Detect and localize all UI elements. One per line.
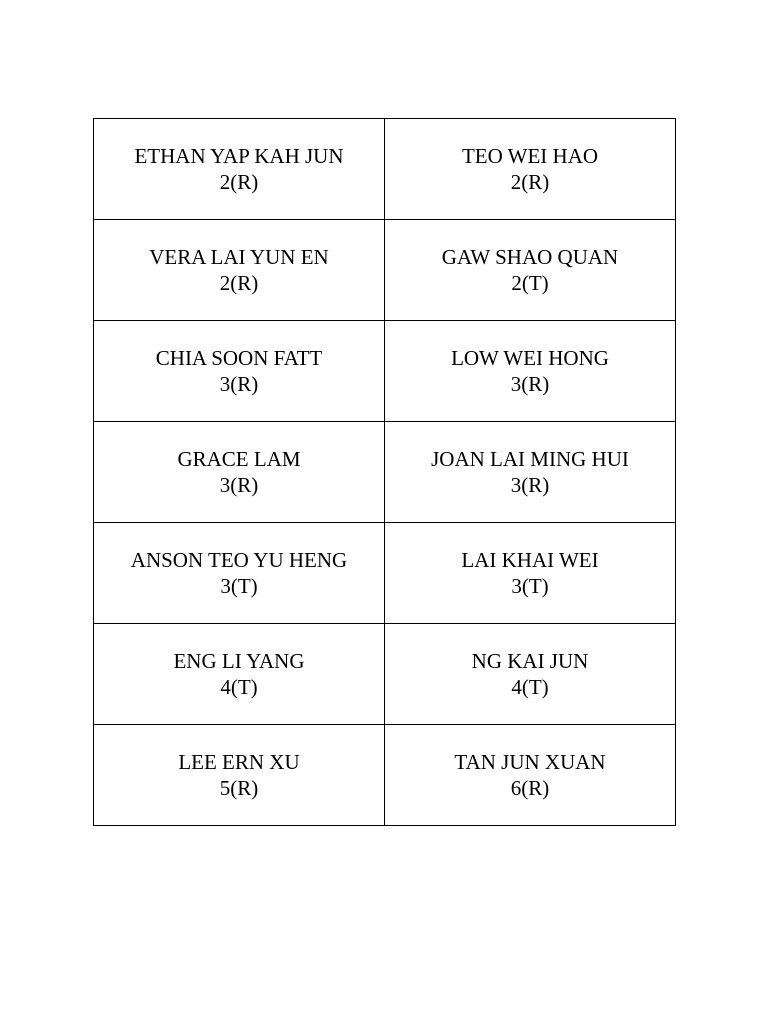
class-code: 4(T) bbox=[220, 675, 258, 699]
class-code: 3(R) bbox=[219, 473, 259, 497]
class-code: 3(R) bbox=[510, 372, 550, 396]
class-code: 2(R) bbox=[219, 271, 259, 295]
student-name: CHIA SOON FATT bbox=[155, 346, 323, 370]
class-code: 2(R) bbox=[219, 170, 259, 194]
table-cell bbox=[94, 321, 385, 422]
student-name: ANSON TEO YU HENG bbox=[130, 548, 348, 572]
table-cell bbox=[94, 422, 385, 523]
table-cell bbox=[385, 119, 676, 220]
table-cell bbox=[94, 220, 385, 321]
class-code: 3(T) bbox=[511, 574, 549, 598]
table-row bbox=[94, 119, 676, 220]
table-row bbox=[94, 321, 676, 422]
student-name: ENG LI YANG bbox=[173, 649, 305, 673]
student-name: TAN JUN XUAN bbox=[454, 750, 606, 774]
table-cell bbox=[94, 523, 385, 624]
class-code: 4(T) bbox=[511, 675, 549, 699]
class-code: 2(R) bbox=[510, 170, 550, 194]
table-cell bbox=[385, 422, 676, 523]
table-row bbox=[94, 422, 676, 523]
table-cell bbox=[94, 725, 385, 826]
table-row bbox=[94, 624, 676, 725]
name-table bbox=[93, 118, 676, 826]
table-cell bbox=[385, 624, 676, 725]
table-cell bbox=[385, 725, 676, 826]
class-code: 3(R) bbox=[510, 473, 550, 497]
student-name: JOAN LAI MING HUI bbox=[431, 447, 629, 471]
table-row bbox=[94, 220, 676, 321]
student-name: VERA LAI YUN EN bbox=[149, 245, 329, 269]
student-name: NG KAI JUN bbox=[471, 649, 589, 673]
table-cell bbox=[385, 321, 676, 422]
class-code: 2(T) bbox=[511, 271, 549, 295]
class-code: 6(R) bbox=[510, 776, 550, 800]
student-name: GRACE LAM bbox=[177, 447, 301, 471]
table-cell bbox=[94, 119, 385, 220]
student-name: TEO WEI HAO bbox=[461, 144, 599, 168]
student-name: GAW SHAO QUAN bbox=[441, 245, 619, 269]
class-code: 3(R) bbox=[219, 372, 259, 396]
student-name: LAI KHAI WEI bbox=[461, 548, 599, 572]
table-cell bbox=[385, 523, 676, 624]
table-cell bbox=[94, 624, 385, 725]
table-row bbox=[94, 523, 676, 624]
class-code: 3(T) bbox=[220, 574, 258, 598]
class-code: 5(R) bbox=[219, 776, 259, 800]
student-name: LOW WEI HONG bbox=[451, 346, 609, 370]
table-cell bbox=[385, 220, 676, 321]
student-name: ETHAN YAP KAH JUN bbox=[134, 144, 344, 168]
table-row bbox=[94, 725, 676, 826]
student-name: LEE ERN XU bbox=[178, 750, 300, 774]
name-table-body bbox=[94, 119, 676, 826]
